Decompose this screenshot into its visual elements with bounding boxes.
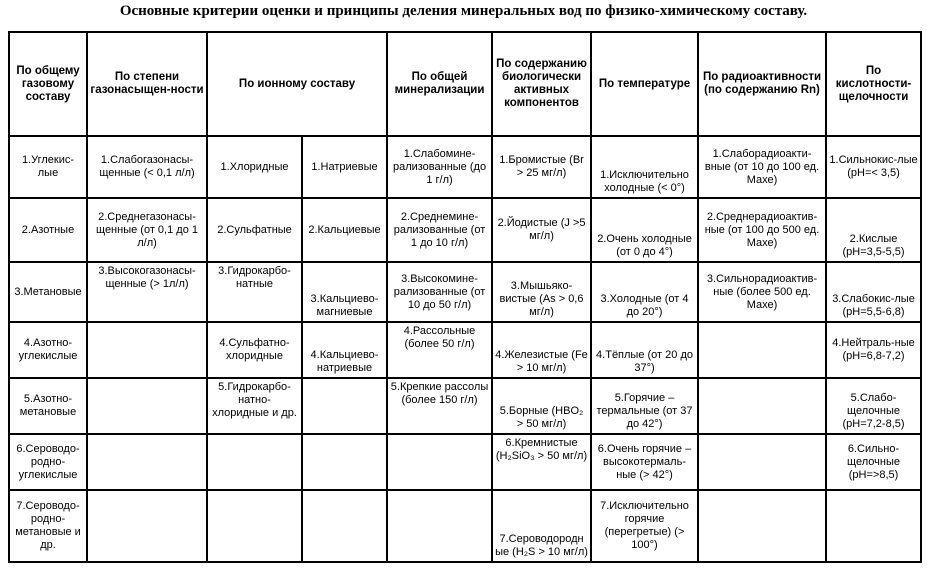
header-ionic: По ионному составу — [207, 32, 387, 136]
cell-acid: 2.Кислые (pH=3,5-5,5) — [826, 198, 921, 262]
cell-saturation: 3.Высокогазонасы-щенные (> 1л/л) — [87, 262, 207, 322]
cell-bio: 7.Сероводородн ые (H₂S > 10 мг/л) — [492, 490, 591, 562]
cell-temp: 7.Исключительно горячие (перегретые) (> 100°) — [591, 490, 698, 562]
cell-gas: 2.Азотные — [9, 198, 87, 262]
cell-acid — [826, 490, 921, 562]
cell-anion — [207, 434, 302, 490]
cell-radio — [698, 378, 826, 434]
cell-anion: 4.Сульфатно-хлоридные — [207, 322, 302, 378]
header-temp: По температуре — [591, 32, 698, 136]
cell-radio — [698, 490, 826, 562]
cell-radio: 2.Среднерадиоактив-ные (от 100 до 500 ед. Махе) — [698, 198, 826, 262]
cell-bio: 2.Йодистые (J >5 мг/л) — [492, 198, 591, 262]
cell-anion: 1.Хлоридные — [207, 136, 302, 198]
cell-radio: 1.Слаборадиоакти-вные (от 10 до 100 ед. Махе) — [698, 136, 826, 198]
cell-gas: 5.Азотно-метановые — [9, 378, 87, 434]
cell-bio: 1.Бромистые (Br > 25 мг/л) — [492, 136, 591, 198]
cell-gas: 4.Азотно-углекислые — [9, 322, 87, 378]
cell-temp: 2.Очень холодные (от 0 до 4°) — [591, 198, 698, 262]
cell-mineral: 4.Рассольные (более 50 г/л) — [387, 322, 492, 378]
cell-cation: 1.Натриевые — [302, 136, 387, 198]
document-title: Основные критерии оценки и принципы деления минеральных вод по физико-химическому составу. — [119, 3, 808, 19]
cell-radio — [698, 434, 826, 490]
header-row — [9, 32, 921, 136]
cell-anion: 2.Сульфатные — [207, 198, 302, 262]
cell-saturation: 1.Слабогазонасы-щенные (< 0,1 л/л) — [87, 136, 207, 198]
table-row — [9, 322, 921, 378]
cell-mineral — [387, 490, 492, 562]
cell-mineral: 5.Крепкие рассолы (более 150 г/л) — [387, 378, 492, 434]
cell-mineral: 2.Среднемине-рализованные (от 1 до 10 г/л) — [387, 198, 492, 262]
mineral-water-classification-table — [8, 31, 922, 563]
table-row — [9, 262, 921, 322]
table-row — [9, 198, 921, 262]
cell-cation — [302, 434, 387, 490]
header-bio: По содержанию биологически активных компонентов — [492, 32, 591, 136]
cell-anion: 5.Гидрокарбо-натно-хлоридные и др. — [207, 378, 302, 434]
cell-bio: 3.Мышьяко-вистые (As > 0,6 мг/л) — [492, 262, 591, 322]
cell-mineral: 1.Слабомине-рализованные (до 1 г/л) — [387, 136, 492, 198]
cell-temp: 5.Горячие – термальные (от 37 до 42°) — [591, 378, 698, 434]
cell-saturation — [87, 378, 207, 434]
header-mineral: По общей минерализации — [387, 32, 492, 136]
cell-saturation: 2.Среднегазонасы-щенные (от 0,1 до 1 л/л) — [87, 198, 207, 262]
cell-bio: 5.Борные (HBO₂ > 50 мг/л) — [492, 378, 591, 434]
cell-saturation — [87, 322, 207, 378]
cell-acid: 6.Сильно-щелочные (pH=>8,5) — [826, 434, 921, 490]
table-row — [9, 378, 921, 434]
header-acid: По кислотности-щелочности — [826, 32, 921, 136]
header-saturation: По степени газонасыщен-ности — [87, 32, 207, 136]
cell-saturation — [87, 434, 207, 490]
cell-temp: 6.Очень горячие – высокотермаль-ные (> 42°) — [591, 434, 698, 490]
cell-acid: 1.Сильнокис-лые (pH=< 3,5) — [826, 136, 921, 198]
table-row — [9, 490, 921, 562]
cell-cation — [302, 490, 387, 562]
cell-gas: 6.Сероводо-родно-углекислые — [9, 434, 87, 490]
cell-temp: 3.Холодные (от 4 до 20°) — [591, 262, 698, 322]
cell-acid: 5.Слабо-щелочные (pH=7,2-8,5) — [826, 378, 921, 434]
cell-mineral — [387, 434, 492, 490]
cell-temp: 4.Тёплые (от 20 до 37°) — [591, 322, 698, 378]
cell-anion: 3.Гидрокарбо-натные — [207, 262, 302, 322]
cell-gas: 1.Углекис-лые — [9, 136, 87, 198]
cell-temp: 1.Исключительно холодные (< 0°) — [591, 136, 698, 198]
cell-cation: 2.Кальциевые — [302, 198, 387, 262]
table-row — [9, 434, 921, 490]
cell-cation: 4.Кальциево-натриевые — [302, 322, 387, 378]
cell-bio: 6.Кремнистые (H₂SiO₃ > 50 мг/л) — [492, 434, 591, 490]
cell-gas: 7.Сероводо-родно-метановые и др. — [9, 490, 87, 562]
cell-acid: 4.Нейтраль-ные (pH=6,8-7,2) — [826, 322, 921, 378]
cell-cation — [302, 378, 387, 434]
table-row — [9, 136, 921, 198]
cell-anion — [207, 490, 302, 562]
cell-radio: 3.Сильнорадиоактив-ные (более 500 ед. Махе) — [698, 262, 826, 322]
cell-acid: 3.Слабокис-лые (pH=5,5-6,8) — [826, 262, 921, 322]
cell-bio: 4.Железистые (Fe > 10 мг/л) — [492, 322, 591, 378]
cell-mineral: 3.Высокомине-рализованные (от 10 до 50 г/л) — [387, 262, 492, 322]
header-gas: По общему газовому составу — [9, 32, 87, 136]
cell-cation: 3.Кальциево-магниевые — [302, 262, 387, 322]
cell-gas: 3.Метановые — [9, 262, 87, 322]
cell-saturation — [87, 490, 207, 562]
header-radio: По радиоактивности (по содержанию Rn) — [698, 32, 826, 136]
cell-radio — [698, 322, 826, 378]
